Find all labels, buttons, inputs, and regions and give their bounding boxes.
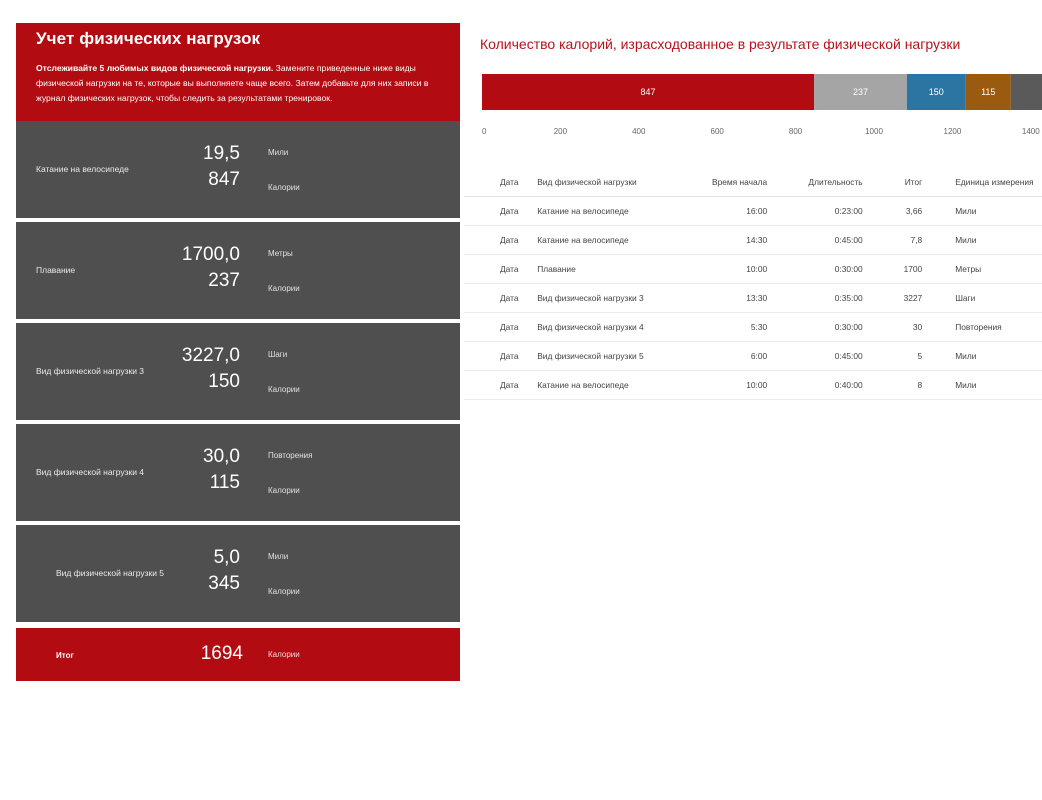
activity-unit: Мили: [268, 148, 289, 157]
total-row: [16, 628, 460, 681]
cell-start-time[interactable]: 10:00: [677, 255, 768, 284]
activity-value: 3227,0: [181, 345, 240, 366]
activity-name[interactable]: Плавание: [36, 265, 76, 275]
activity-card[interactable]: [16, 424, 460, 521]
cell-total[interactable]: 3227: [864, 284, 924, 313]
activity-summary-panel: [16, 23, 460, 681]
table-row[interactable]: [464, 226, 1042, 255]
cell-date[interactable]: Дата: [464, 197, 536, 226]
cell-activity[interactable]: Вид физической нагрузки 4: [536, 313, 677, 342]
cell-duration[interactable]: 0:23:00: [768, 197, 863, 226]
header-duration[interactable]: Длительность: [768, 168, 863, 197]
activity-calories: 345: [208, 573, 240, 594]
activity-unit: Повторения: [268, 451, 313, 460]
activity-card[interactable]: [16, 121, 460, 218]
cell-total[interactable]: 30: [864, 313, 924, 342]
cell-total[interactable]: 5: [864, 342, 924, 371]
cell-start-time[interactable]: 10:00: [677, 371, 768, 400]
table-row[interactable]: [464, 284, 1042, 313]
calories-label: Калории: [268, 183, 300, 192]
calories-chart: [482, 74, 1042, 154]
activity-calories: 237: [208, 270, 240, 291]
calories-label: Калории: [268, 284, 300, 293]
panel-header: [16, 23, 460, 121]
cell-activity[interactable]: Плавание: [536, 255, 677, 284]
cell-date[interactable]: Дата: [464, 226, 536, 255]
cell-total[interactable]: 3,66: [864, 197, 924, 226]
activity-calories: 115: [209, 472, 240, 493]
x-tick-label: 1000: [865, 127, 883, 136]
panel-description: [36, 61, 440, 106]
total-unit: Калории: [268, 650, 300, 659]
cell-date[interactable]: Дата: [464, 313, 536, 342]
cell-date[interactable]: Дата: [464, 342, 536, 371]
total-value: 1694: [200, 643, 243, 664]
x-tick-label: 400: [632, 127, 646, 136]
bar-data-label: 150: [928, 87, 944, 97]
cell-start-time[interactable]: 16:00: [677, 197, 768, 226]
calories-label: Калории: [268, 486, 300, 495]
cell-start-time[interactable]: 13:30: [677, 284, 768, 313]
cell-unit[interactable]: Мили: [923, 342, 1042, 371]
activity-calories: 150: [208, 371, 240, 392]
cell-duration[interactable]: 0:35:00: [768, 284, 863, 313]
table-row[interactable]: [464, 255, 1042, 284]
total-label: Итог: [56, 651, 74, 660]
bar-data-label: 847: [640, 87, 656, 97]
x-tick-label: 1400: [1021, 127, 1040, 136]
x-tick-label: 1200: [943, 127, 962, 136]
bar-data-label: 115: [981, 87, 996, 97]
activity-value: 5,0: [213, 547, 240, 568]
cell-total[interactable]: 1700: [864, 255, 924, 284]
activity-name[interactable]: Вид физической нагрузки 4: [36, 467, 145, 477]
x-tick-label: 800: [788, 127, 803, 136]
header-date[interactable]: Дата: [464, 168, 536, 197]
cell-duration[interactable]: 0:45:00: [768, 226, 863, 255]
cell-date[interactable]: Дата: [464, 284, 536, 313]
cell-unit[interactable]: Повторения: [923, 313, 1042, 342]
x-tick-label: 0: [482, 127, 487, 136]
calories-label: Калории: [268, 385, 300, 394]
activity-name[interactable]: Вид физической нагрузки 3: [36, 366, 145, 376]
cell-unit[interactable]: Шаги: [923, 284, 1042, 313]
cell-total[interactable]: 8: [864, 371, 924, 400]
header-start-time[interactable]: Время начала: [677, 168, 768, 197]
activity-value: 19,5: [203, 143, 240, 164]
x-tick-label: 200: [553, 127, 568, 136]
activity-card[interactable]: [16, 222, 460, 319]
table-row[interactable]: [464, 313, 1042, 342]
chart-title: Количество калорий, израсходованное в результате физической нагрузки: [480, 36, 961, 52]
panel-title: Учет физических нагрузок: [36, 29, 261, 48]
description-text: Замените приведенные ниже виды физической нагрузки на те, которые вы выполняете чаще всего. Затем добавьте для них записи в журнал физических нагрузок, чтобы следить за результатами тренировок.: [36, 63, 429, 103]
bar-segment: [1011, 74, 1042, 110]
bar-data-label: 237: [852, 87, 868, 97]
activity-log: [464, 168, 1042, 400]
cell-start-time[interactable]: 5:30: [677, 313, 768, 342]
x-tick-label: 600: [710, 127, 724, 136]
activity-name[interactable]: Вид физической нагрузки 5: [56, 568, 165, 578]
cell-duration[interactable]: 0:40:00: [768, 371, 863, 400]
cell-start-time[interactable]: 6:00: [677, 342, 768, 371]
activity-calories: 847: [208, 169, 240, 190]
activity-unit: Шаги: [268, 350, 288, 359]
cell-total[interactable]: 7,8: [864, 226, 924, 255]
cell-duration[interactable]: 0:45:00: [768, 342, 863, 371]
table-header-row: [464, 168, 1042, 197]
activity-card[interactable]: [16, 323, 460, 420]
activity-value: 1700,0: [181, 244, 240, 265]
activity-log-table: [464, 168, 1042, 400]
cell-unit[interactable]: Мили: [923, 197, 1042, 226]
cell-activity[interactable]: Вид физической нагрузки 3: [536, 284, 677, 313]
description-bold: Отслеживайте 5 любимых видов физической нагрузки.: [36, 63, 274, 73]
cell-activity[interactable]: Вид физической нагрузки 5: [536, 342, 677, 371]
activity-value: 30,0: [203, 446, 240, 467]
header-total[interactable]: Итог: [864, 168, 924, 197]
cell-activity[interactable]: Катание на велосипеде: [536, 226, 677, 255]
cell-activity[interactable]: Катание на велосипеде: [536, 197, 677, 226]
header-unit[interactable]: Единица измерения: [923, 168, 1042, 197]
cell-unit[interactable]: Мили: [923, 226, 1042, 255]
cell-date[interactable]: Дата: [464, 371, 536, 400]
cell-start-time[interactable]: 14:30: [677, 226, 768, 255]
cell-duration[interactable]: 0:30:00: [768, 313, 863, 342]
calories-label: Калории: [268, 587, 300, 596]
activity-unit: Мили: [268, 552, 289, 561]
chart-svg: [482, 74, 1042, 154]
header-activity[interactable]: Вид физической нагрузки: [536, 168, 677, 197]
cell-date[interactable]: Дата: [464, 255, 536, 284]
table-row[interactable]: [464, 342, 1042, 371]
activity-unit: Метры: [268, 249, 293, 258]
table-row[interactable]: [464, 197, 1042, 226]
cell-unit[interactable]: Метры: [923, 255, 1042, 284]
cell-duration[interactable]: 0:30:00: [768, 255, 863, 284]
cell-unit[interactable]: Мили: [923, 371, 1042, 400]
cell-activity[interactable]: Катание на велосипеде: [536, 371, 677, 400]
activity-name[interactable]: Катание на велосипеде: [36, 164, 129, 174]
activity-card[interactable]: [16, 525, 460, 622]
table-row[interactable]: [464, 371, 1042, 400]
